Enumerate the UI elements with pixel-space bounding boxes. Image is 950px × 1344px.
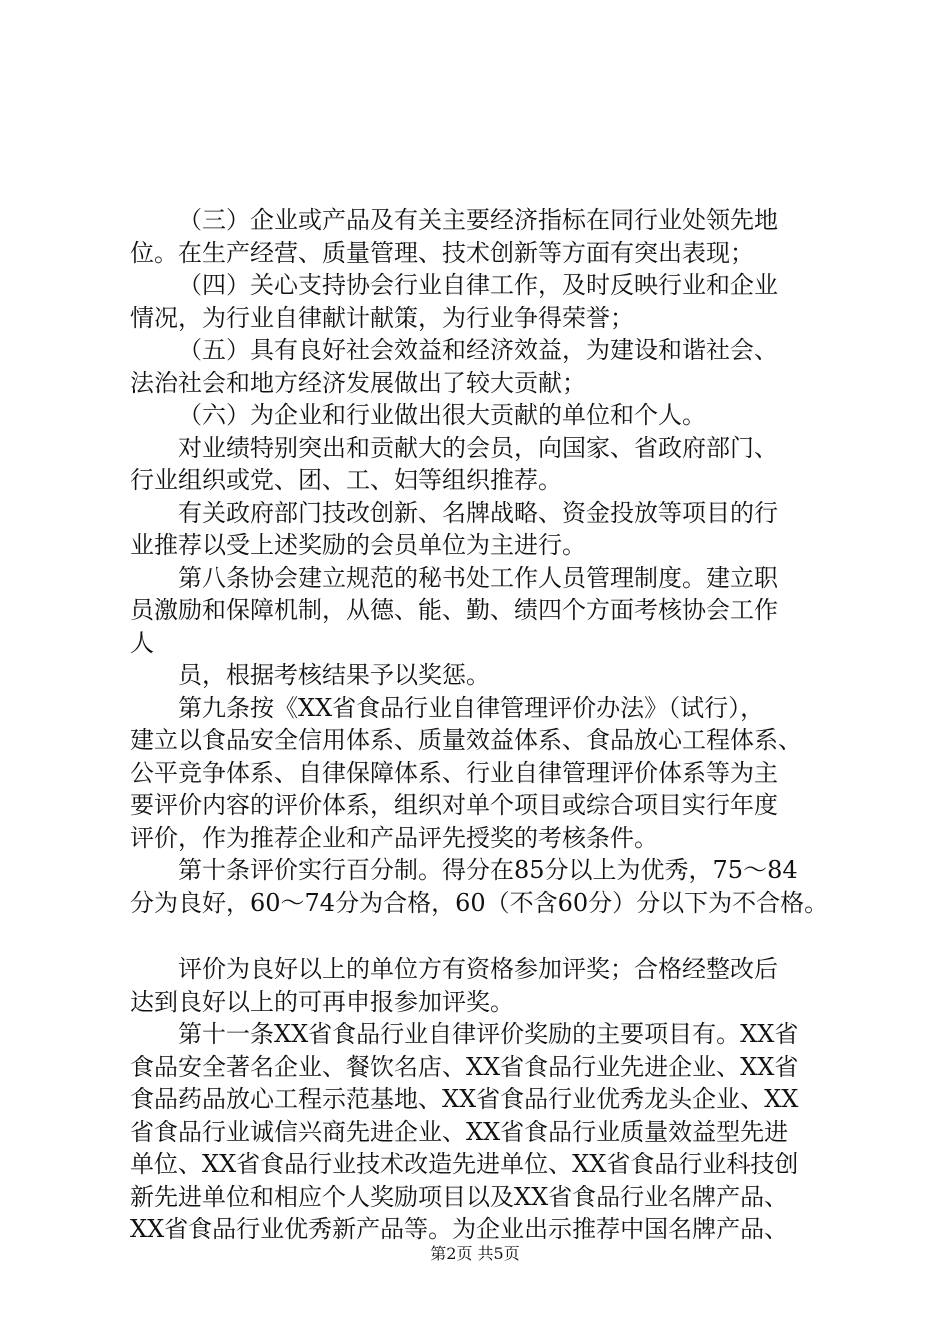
text-line: 公平竞争体系、自律保障体系、行业自律管理评价体系等为主 bbox=[130, 758, 778, 787]
text-line: 业推荐以受上述奖励的会员单位为主进行。 bbox=[130, 531, 586, 559]
text-line: 人 bbox=[130, 628, 154, 657]
text-line: 分为良好，60～74分为合格，60（不含60分）分以下为不合格。 bbox=[130, 888, 829, 917]
text-line: 评价为良好以上的单位方有资格参加评奖；合格经整改后 bbox=[178, 955, 778, 983]
text-line: 第十条评价实行百分制。得分在85分以上为优秀，75～84 bbox=[178, 856, 798, 884]
text-line: XX省食品行业优秀新产品等。为企业出示推荐中国名牌产品、 bbox=[130, 1215, 789, 1243]
text-line: 对业绩特别突出和贡献大的会员，向国家、省政府部门、 bbox=[178, 433, 778, 462]
text-line: 行业组织或党、团、工、妇等组织推荐。 bbox=[130, 466, 562, 494]
text-line: 达到良好以上的可再申报参加评奖。 bbox=[130, 987, 514, 1016]
text-line: 食品药品放心工程示范基地、XX省食品行业优秀龙头企业、XX bbox=[130, 1085, 799, 1113]
text-line: 评价，作为推荐企业和产品评先授奖的考核条件。 bbox=[130, 823, 658, 852]
text-line: （五）具有良好社会效益和经济效益，为建设和谐社会、 bbox=[178, 336, 778, 364]
page-number: 第2页 共5页 bbox=[430, 1244, 520, 1263]
text-line: （四）关心支持协会行业自律工作，及时反映行业和企业 bbox=[178, 271, 778, 299]
text-line: 要评价内容的评价体系，组织对单个项目或综合项目实行年度 bbox=[130, 791, 778, 819]
text-line: 食品安全著名企业、餐饮名店、XX省食品行业先进企业、XX省 bbox=[130, 1052, 799, 1081]
text-line: 新先进单位和相应个人奖励项目以及XX省食品行业名牌产品、 bbox=[130, 1182, 789, 1211]
text-line: 第八条协会建立规范的秘书处工作人员管理制度。建立职 bbox=[178, 563, 778, 592]
paragraph-gap bbox=[130, 919, 850, 953]
text-line: 单位、XX省食品行业技术改造先进单位、XX省食品行业科技创 bbox=[130, 1150, 799, 1178]
text-line: 情况，为行业自律献计献策，为行业争得荣誉； bbox=[130, 303, 634, 332]
text-line: （六）为企业和行业做出很大贡献的单位和个人。 bbox=[178, 401, 706, 429]
text-line: 省食品行业诚信兴商先进企业、XX省食品行业质量效益型先进 bbox=[130, 1117, 789, 1146]
text-line: 法治社会和地方经济发展做出了较大贡献； bbox=[130, 368, 586, 397]
text-line: 员，根据考核结果予以奖惩。 bbox=[178, 661, 490, 689]
text-line: 建立以食品安全信用体系、质量效益体系、食品放心工程体系、 bbox=[130, 726, 802, 754]
text-line: 第十一条XX省食品行业自律评价奖励的主要项目有。XX省 bbox=[178, 1020, 799, 1048]
text-line: 有关政府部门技改创新、名牌战略、资金投放等项目的行 bbox=[178, 498, 778, 527]
text-line: 位。在生产经营、质量管理、技术创新等方面有突出表现； bbox=[130, 238, 754, 267]
text-line: 第九条按《XX省食品行业自律管理评价办法》（试行）， bbox=[178, 693, 765, 722]
text-line: （三）企业或产品及有关主要经济指标在同行业处领先地 bbox=[178, 206, 778, 234]
text-line: 员激励和保障机制，从德、能、勤、绩四个方面考核协会工作 bbox=[130, 596, 778, 624]
document-body bbox=[130, 204, 850, 1246]
